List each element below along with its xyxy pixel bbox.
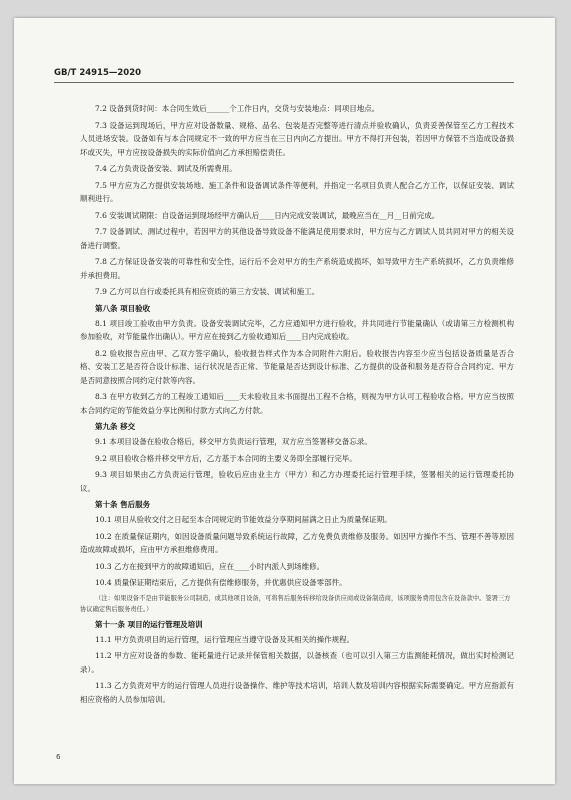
section-heading: 第九条 移交: [95, 422, 136, 431]
clause-paragraph: 11.3 乙方负责对甲方的运行管理人员进行设备操作、维护等技术培训，培训人数及培训内容根据实际需要确定。甲方应指派有相应资格的人员参加培训。: [80, 681, 514, 704]
clause-paragraph: 10.2 在质量保证期内，如因设备质量问题导致系统运行故障，乙方免费负责维修及服务。如因甲方操作不当、管理不善等原因造成故障或损坏，应由甲方承担维修费用。: [80, 531, 514, 554]
section-heading: 第十一条 项目的运行管理及培训: [95, 619, 203, 629]
standard-header: GB/T 24915—2020: [54, 68, 142, 78]
clause-paragraph: 7.5 甲方应为乙方提供安装场地、施工条件和设备调试条件等便利，并指定一名项目负责人配合乙方工作，以保证安装、调试顺利进行。: [80, 180, 514, 203]
section-heading: 第八条 项目验收: [95, 303, 151, 313]
clause-paragraph: 7.8 乙方保证设备安装的可靠性和安全性，运行后不会对甲方的生产系统造成损坏，如导致甲方生产系统损坏，乙方负责维修并承担费用。: [80, 257, 514, 280]
clause-paragraph: 7.4 乙方负责设备安装、调试及所需费用。: [95, 164, 237, 173]
section-heading: 第十条 售后服务: [95, 500, 151, 509]
clause-paragraph: 8.3 在甲方收到乙方的工程竣工通知后____天未验收且未书面提出工程不合格，则视为甲方认可工程验收合格。甲方应当按照本合同约定的节能效益分享比例和付款方式向乙方付款。: [80, 392, 514, 415]
clause-paragraph: 10.3 乙方在接到甲方的故障通知后，应在____小时内派人到场维修。: [95, 561, 325, 571]
clause-paragraph: 10.4 质量保证期结束后，乙方提供有偿维修服务，并优惠供应设备零部件。: [95, 578, 347, 587]
clause-paragraph: 7.7 设备调试、测试过程中，若因甲方的其他设备导致设备不能满足使用要求时，甲方应与乙方调试人员共同对甲方的相关设备进行调整。: [80, 227, 514, 250]
clause-paragraph: 7.2 设备到货时间：本合同生效后______个工作日内，交货与安装地点：同项目地点。: [95, 104, 380, 113]
note-paragraph: （注：如果设备不是由节能服务公司制造，或其他项目设备，可将售后服务转移给设备供应商或设备制造商，该项服务费用包含在设备款中。签署三方协议确定售后服务责任。）: [80, 594, 511, 613]
clause-paragraph: 11.2 甲方应对设备的参数、能耗量进行记录并保管相关数据，以备核查（也可以引入第三方监测能耗情况，做出实时检测记录）。: [80, 651, 514, 674]
clause-paragraph: 9.1 本项目设备在验收合格后，移交甲方负责运行管理，双方应当签署移交备忘录。: [95, 437, 372, 446]
clause-paragraph: 11.1 甲方负责项目的运行管理，运行管理应当遵守设备及其相关的操作规程。: [95, 634, 355, 644]
document-body: [80, 102, 514, 709]
document-page: [14, 18, 555, 784]
clause-paragraph: 8.1 项目竣工验收由甲方负责。设备安装调试完毕，乙方应通知甲方进行验收，并共同进行节能量确认（或请第三方检测机构参加验收，对节能量作出确认）。甲方应在接到乙方验收通知后____日内完成验收。: [80, 318, 514, 341]
clause-paragraph: 7.9 乙方可以自行或委托具有相应资质的第三方安装、调试和施工。: [95, 287, 320, 296]
clause-paragraph: 9.2 项目验收合格并移交甲方后，乙方基于本合同的主要义务即全部履行完毕。: [95, 453, 357, 463]
clause-paragraph: 9.3 项目如果由乙方负责运行管理，验收后应由业主方（甲方）和乙方办理委托运行管理手续，签署相关的运行管理委托协议。: [80, 470, 514, 493]
clause-paragraph: 7.6 安装调试期限：自设备运到现场经甲方确认后____日内完成安装调试，最晚应当在__月__日前完成。: [95, 210, 440, 220]
page-number: 6: [56, 753, 61, 761]
clause-paragraph: 8.2 验收报告应由甲、乙双方签字确认，验收报告样式作为本合同附件六附后。验收报告内容至少应当包括设备质量是否合格、安装工艺是否符合设计标准、运行状况是否正常、节能量是否达到设计标准、乙方提供的设备和服务是否符合合同约定、甲方是否同意按照合同约定付款等内容。: [80, 348, 514, 385]
clause-paragraph: 10.1 项目从验收交付之日起至本合同规定的节能效益分享期间届满之日止为质量保证期。: [95, 515, 392, 524]
header-rule: [54, 82, 514, 83]
clause-paragraph: 7.3 设备运到现场后，甲方应对设备数量、规格、品名、包装是否完整等进行清点并验收确认，负责妥善保管至乙方工程技术人员进场安装。设备如有与本合同规定不一致的甲方应当在三日内向乙方提出。甲方不得打开包装，若因甲方保管不当造成设备损坏或灭失，甲方应按设备损失的实际价值向乙方承担赔偿责任。: [80, 120, 514, 157]
